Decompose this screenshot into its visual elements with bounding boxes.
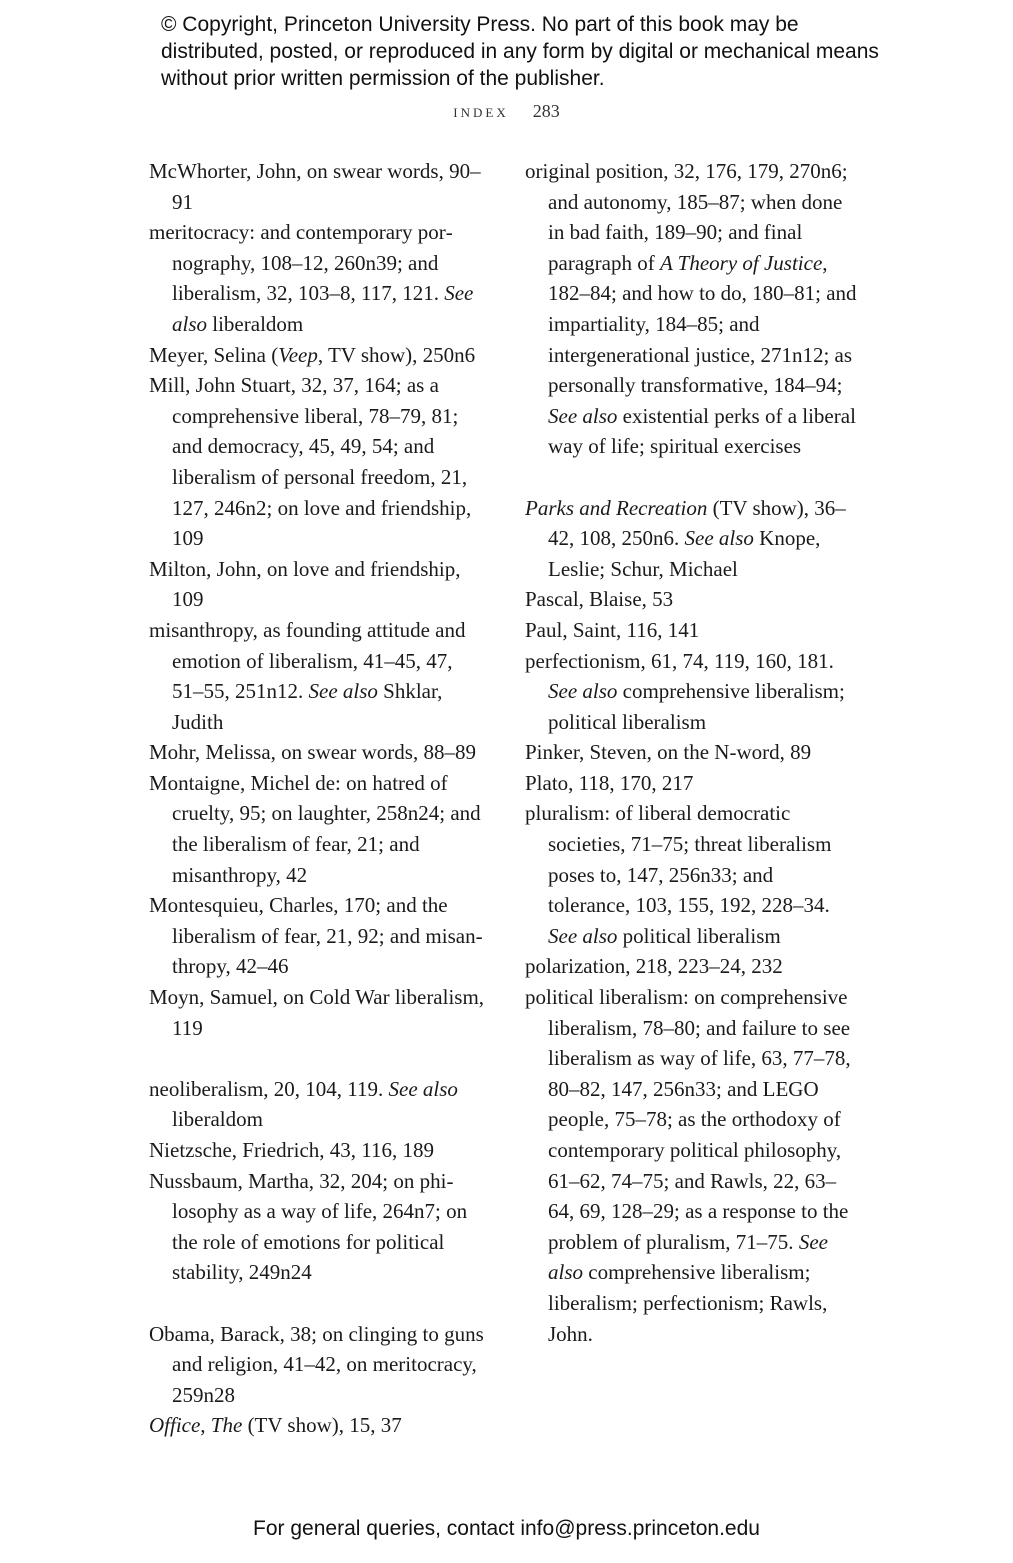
index-entry-text: , 182–84; and how to do, 180–81; and impartiality, 184–85; and intergenerational justice, 271n12; as personally transformative, 184–94; [548, 250, 857, 398]
letter-group-gap [149, 1288, 485, 1319]
index-entry-text: Milton, John, on love and friendship, 109 [149, 556, 461, 612]
index-entry-italic: See also [308, 679, 378, 704]
index-entry [525, 982, 859, 1349]
index-entry-text: Nussbaum, Martha, 32, 204; on philosophy as a way of life, 264n7; on the role of emotions for political stability, 249n24 [149, 1168, 468, 1285]
index-entry-italic: Veep [278, 342, 318, 367]
index-entry [149, 1319, 485, 1411]
index-entry [149, 1135, 485, 1166]
index-entry-text: (TV show), 36–42, 108, 250n6. [548, 495, 846, 551]
index-entry-italic: See also [684, 526, 754, 551]
index-entry [149, 217, 485, 339]
index-entry [525, 615, 859, 646]
index-entry-text: political liberalism [617, 923, 781, 948]
index-entry-text: misanthropy, as founding attitude and emotion of liberalism, 41–45, 47, 51–55, 251n12. [149, 617, 466, 704]
index-entry-text: Pinker, Steven, on the N-word, 89 [525, 740, 812, 765]
index-entry [525, 646, 859, 738]
index-entry [525, 798, 859, 951]
index-entry-text: Paul, Saint, 116, 141 [525, 617, 700, 642]
index-entry [149, 982, 485, 1043]
index-entry-text: polarization, 218, 223–24, 232 [525, 954, 783, 979]
index-entry-text: Shklar, Judith [172, 679, 443, 734]
index-entry [149, 768, 485, 890]
index-column-left [149, 156, 485, 1441]
index-entry-text: Moyn, Samuel, on Cold War liberalism, 119 [149, 985, 485, 1040]
index-entry-text: neoliberalism, 20, 104, 119. [149, 1076, 389, 1101]
index-entry-italic: See also [548, 1229, 828, 1285]
index-entry-text: comprehensive liberalism; liberalism; perfectionism; Rawls, John. [548, 1260, 828, 1346]
index-column-right [525, 156, 859, 1349]
index-entry-italic: See also [548, 403, 618, 428]
index-entry-text: liberaldom [172, 1107, 263, 1132]
index-entry [149, 370, 485, 554]
footer-contact: For general queries, contact info@press.princeton.edu [253, 1517, 760, 1540]
index-entry-text: Plato, 118, 170, 217 [525, 770, 694, 795]
letter-group-gap [525, 462, 859, 493]
index-entry-text: Montesquieu, Charles, 170; and the liberalism of fear, 21, 92; and misanthropy, 42–46 [149, 893, 483, 979]
index-entry-italic: See also [548, 923, 618, 948]
index-entry-italic: See also [548, 679, 618, 704]
index-entry-text: perfectionism, 61, 74, 119, 160, 181. [525, 648, 834, 673]
index-entry-text: political liberalism: on comprehensive liberalism, 78–80; and failure to see liberalism as way of life, 63, 77–78, 80–82, 147, 256n33; and LEGO people, 75–78; as the orthodoxy of contemporary political philosophy, 61–62, 74–75; and Rawls, 22, 63–64, 69, 128–29; as a response to the problem of pluralism, 71–75. [525, 985, 851, 1254]
index-entry-text: existential perks of a liberal way of life; spiritual exercises [548, 403, 856, 459]
index-entry [149, 890, 485, 982]
index-entry-text: Meyer, Selina ( [149, 342, 279, 367]
index-entry-italic: See also [172, 281, 474, 336]
index-entry [525, 584, 859, 615]
index-entry-text: Mohr, Melissa, on swear words, 88–89 [149, 740, 476, 765]
running-head-section: index [453, 101, 509, 121]
index-entry [525, 768, 859, 799]
index-entry [149, 340, 485, 371]
index-entry-text: Obama, Barack, 38; on clinging to guns and religion, 41–42, on meritocracy, 259n28 [149, 1321, 484, 1407]
index-entry [525, 493, 859, 585]
index-entry [149, 1410, 485, 1441]
index-entry-text: McWhorter, John, on swear words, 90–91 [149, 159, 481, 214]
index-entry-text: (TV show), 15, 37 [242, 1413, 402, 1438]
running-head [0, 99, 1013, 123]
index-entry [149, 1166, 485, 1288]
index-entry-text: Knope, Leslie; Schur, Michael [548, 526, 821, 581]
page-number: 283 [532, 101, 560, 121]
index-entry-text: Mill, John Stuart, 32, 37, 164; as a comprehensive liberal, 78–79, 81; and democracy, 45, 49, 54; and liberalism of personal freedom, 21, 127, 246n2; on love and friendship, 109 [149, 373, 472, 551]
index-entry-text: comprehensive liberalism; political liberalism [548, 679, 845, 734]
index-entry-italic: Parks and Recreation [525, 495, 708, 520]
index-entry-italic: A Theory of Justice [659, 250, 823, 275]
index-entry [149, 156, 485, 217]
index-entry [525, 951, 859, 982]
index-entry-text: original position, 32, 176, 179, 270n6; and autonomy, 185–87; when done in bad faith, 189–90; and final paragraph of [525, 159, 848, 275]
index-entry-text: , TV show), 250n6 [317, 342, 476, 367]
index-entry [149, 1074, 485, 1135]
index-entry [149, 615, 485, 737]
index-entry [149, 737, 485, 768]
index-entry-text: meritocracy: and contemporary pornography, 108–12, 260n39; and liberalism, 32, 103–8, 117, 121. [149, 220, 453, 306]
index-entry [525, 737, 859, 768]
index-entry-text: liberaldom [207, 311, 304, 336]
copyright-notice: © Copyright, Princeton University Press. No part of this book may be distributed, posted, or reproduced in any form by digital or mechanical means without prior written permission of the publisher. [161, 13, 879, 90]
index-entry-text: Nietzsche, Friedrich, 43, 116, 189 [149, 1138, 434, 1162]
index-entry-text: Pascal, Blaise, 53 [525, 587, 674, 612]
index-entry-text: pluralism: of liberal democratic societies, 71–75; threat liberalism poses to, 147, 256n33; and tolerance, 103, 155, 192, 228–34. [525, 801, 832, 918]
letter-group-gap [149, 1043, 485, 1074]
index-entry [149, 554, 485, 615]
index-entry-italic: Office, The [149, 1413, 243, 1438]
index-entry-text: Montaigne, Michel de: on hatred of cruelty, 95; on laughter, 258n24; and the liberalism of fear, 21; and misanthropy, 42 [149, 770, 481, 887]
index-entry-italic: See also [388, 1076, 458, 1101]
index-entry [525, 156, 859, 462]
